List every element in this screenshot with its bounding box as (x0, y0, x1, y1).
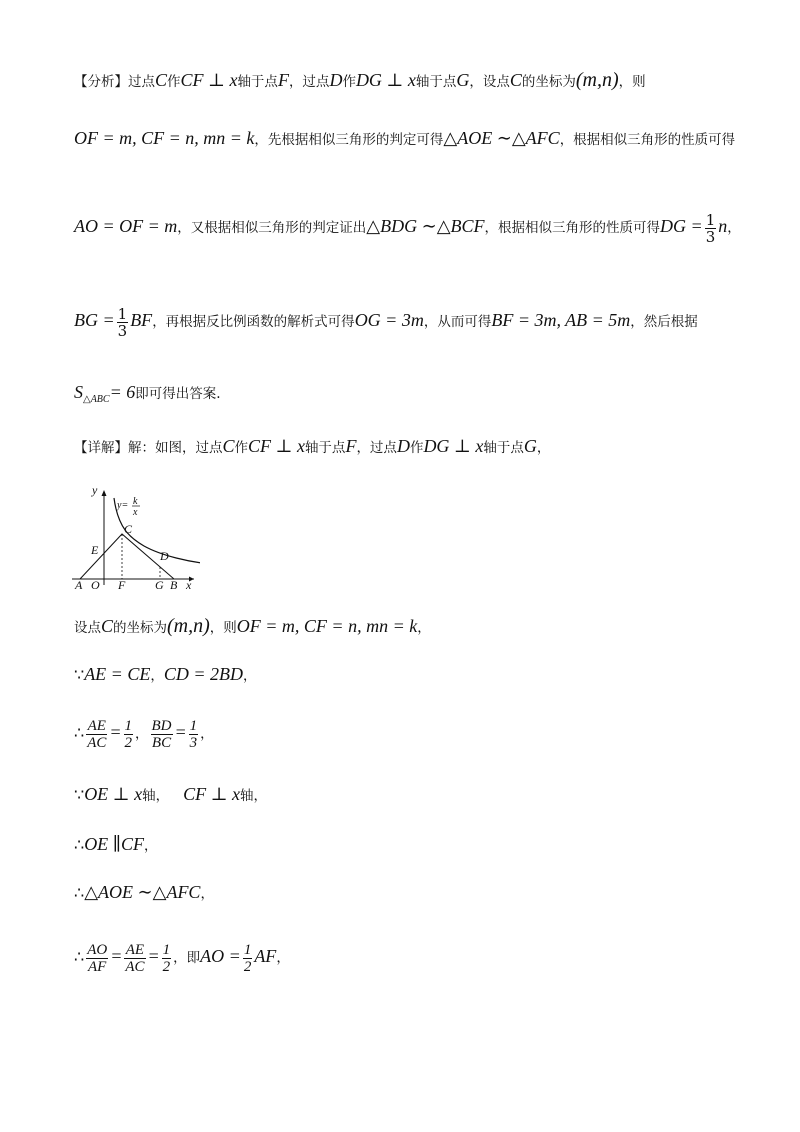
fraction (162, 942, 172, 975)
label-function: y= (117, 500, 129, 511)
numerator: 1 (243, 942, 252, 958)
math: △AOE ∼△AFC (443, 128, 560, 148)
denominator: 2 (124, 735, 133, 751)
math: OG = 3m (354, 310, 424, 330)
therefore-symbol: ∴ (74, 835, 85, 854)
analysis-line-3 (74, 212, 741, 245)
label-a: A (75, 578, 83, 590)
denominator: BC (151, 735, 172, 751)
math: BF (130, 310, 153, 330)
math: n (718, 216, 728, 236)
math: C (155, 70, 168, 90)
label-o: O (91, 578, 100, 590)
text: 设点 (74, 620, 101, 636)
math: OF = m, CF = n, mn = k (236, 616, 418, 636)
math: F (345, 436, 357, 456)
text: ， (200, 726, 214, 742)
text: 轴于点 (483, 440, 524, 456)
text: ，先根据相似三角形的判定可得 (254, 132, 444, 148)
text: 过点 (128, 74, 155, 90)
denominator: 3 (117, 322, 128, 340)
y-axis-arrow (102, 490, 107, 496)
label-e: E (91, 543, 99, 557)
math: = (174, 722, 187, 742)
math: = 6 (109, 382, 136, 402)
text: ，根据相似三角形的性质可得 (484, 220, 661, 236)
detail-line-8 (74, 942, 290, 975)
analysis-line-5 (74, 382, 221, 410)
math: (m,n) (167, 615, 210, 637)
detail-line-1 (74, 436, 550, 458)
analysis-line-2 (74, 128, 735, 150)
math: CF ⊥ x (248, 436, 305, 456)
label-y: y (92, 483, 98, 497)
text: ， (135, 726, 149, 742)
fraction (86, 942, 108, 975)
fraction (705, 212, 717, 245)
text: ，然后根据 (630, 314, 698, 330)
text: ，又根据相似三角形的判定证出 (177, 220, 367, 236)
math: CF ⊥ x (180, 70, 238, 90)
fraction (124, 718, 134, 751)
label-f: F (118, 578, 126, 590)
denominator: 3 (705, 228, 716, 246)
therefore-symbol: ∴ (74, 947, 85, 966)
text: 的坐标为 (521, 74, 576, 90)
detail-line-6 (74, 834, 158, 856)
label-d: D (160, 549, 169, 563)
detail-line-4 (74, 718, 214, 751)
denominator: AC (125, 959, 145, 975)
denominator: AF (88, 959, 107, 975)
label-b: B (170, 578, 178, 590)
text: 轴， (240, 788, 268, 804)
math: DG ⊥ x (423, 436, 484, 456)
text: 轴于点 (304, 440, 346, 456)
numerator: 1 (705, 211, 716, 229)
detail-tag: 【详解】 (74, 440, 128, 456)
text: ，则 (209, 620, 237, 636)
text: ， (727, 220, 741, 236)
text: 作 (167, 74, 181, 90)
graph-svg (70, 480, 200, 590)
text: ， (417, 620, 431, 636)
denominator: AC (87, 735, 107, 751)
text: 即可得出答案. (135, 386, 221, 402)
text: ， (200, 886, 214, 902)
text: ， (242, 668, 257, 684)
math: = (147, 946, 160, 966)
math: DG = (660, 216, 703, 236)
therefore-symbol: ∴ (74, 883, 85, 902)
math: AF (254, 946, 277, 966)
text: ，即 (173, 950, 201, 966)
detail-line-3 (74, 664, 256, 686)
math-subscript: △ABC (83, 394, 110, 405)
numerator: BD (151, 718, 172, 734)
fraction (151, 718, 173, 751)
text: 轴于点 (237, 74, 278, 90)
fraction (189, 718, 199, 751)
denominator: 2 (243, 959, 252, 975)
detail-line-5 (74, 784, 267, 806)
math: BG = (74, 310, 115, 330)
math: OF = m, CF = n, mn = k (74, 128, 255, 148)
detail-line-2 (74, 616, 431, 638)
math: = (109, 722, 122, 742)
text: ， (144, 838, 158, 854)
math: AO = OF = m (74, 216, 178, 236)
numerator: AE (87, 718, 106, 734)
text: 轴， (142, 788, 170, 804)
math: G (523, 436, 537, 456)
denominator: 3 (189, 735, 198, 751)
math: S (74, 382, 83, 402)
math: DG ⊥ x (355, 70, 416, 90)
math: = (110, 946, 123, 966)
text: 的坐标为 (113, 620, 168, 636)
fraction (124, 942, 145, 975)
numerator: 1 (162, 942, 171, 958)
text: ， (150, 668, 164, 684)
math: (m,n) (575, 69, 619, 91)
text: ，从而可得 (423, 314, 492, 330)
math: G (456, 70, 470, 90)
math: D (329, 70, 343, 90)
fraction (86, 718, 107, 751)
math: C (222, 436, 235, 456)
math: OE ⊥ x (84, 784, 143, 804)
detail-line-7 (74, 882, 214, 904)
because-symbol: ∵ (74, 665, 85, 684)
numerator: 1 (124, 718, 133, 734)
math: △BDG ∼△BCF (366, 216, 485, 236)
numerator: 1 (117, 305, 128, 323)
numerator: AE (125, 942, 145, 958)
analysis-tag: 【分析】 (74, 74, 128, 90)
text: ，过点 (356, 440, 397, 456)
math: C (509, 70, 522, 90)
numerator: 1 (189, 718, 198, 734)
fraction (117, 306, 129, 339)
text: ，根据相似三角形的性质可得 (559, 132, 736, 148)
text: ， (276, 950, 290, 966)
label-g: G (155, 578, 164, 590)
because-symbol: ∵ (74, 785, 85, 804)
text: ， (536, 440, 551, 456)
therefore-symbol: ∴ (74, 723, 85, 742)
math: △AOE ∼△AFC (84, 882, 201, 902)
math: CF ⊥ x (183, 784, 241, 804)
text: ，则 (618, 74, 646, 90)
text: 作 (409, 440, 424, 456)
fraction (243, 942, 253, 975)
denominator: 2 (162, 959, 171, 975)
function-graph-figure (70, 480, 200, 590)
math: OE ∥CF (84, 834, 144, 854)
label-function-x: x (133, 507, 138, 518)
text: 作 (234, 440, 249, 456)
analysis-line-4 (74, 306, 698, 339)
label-c: C (124, 522, 133, 536)
text: ，过点 (288, 74, 330, 90)
text: 解：如图，过点 (128, 440, 223, 456)
analysis-line-1 (74, 70, 646, 92)
math: CD = 2BD (163, 664, 243, 684)
text: ，设点 (469, 74, 510, 90)
text: 作 (342, 74, 356, 90)
text: ，再根据反比例函数的解析式可得 (152, 314, 355, 330)
text: 轴于点 (415, 74, 457, 90)
label-x: x (186, 578, 192, 590)
math: D (396, 436, 410, 456)
label-function-k: k (133, 496, 138, 507)
math: C (101, 616, 114, 636)
math: BF = 3m, AB = 5m (491, 310, 631, 330)
numerator: AO (87, 942, 108, 958)
math: AO = (200, 946, 241, 966)
math: AE = CE (84, 664, 151, 684)
math: F (277, 70, 289, 90)
